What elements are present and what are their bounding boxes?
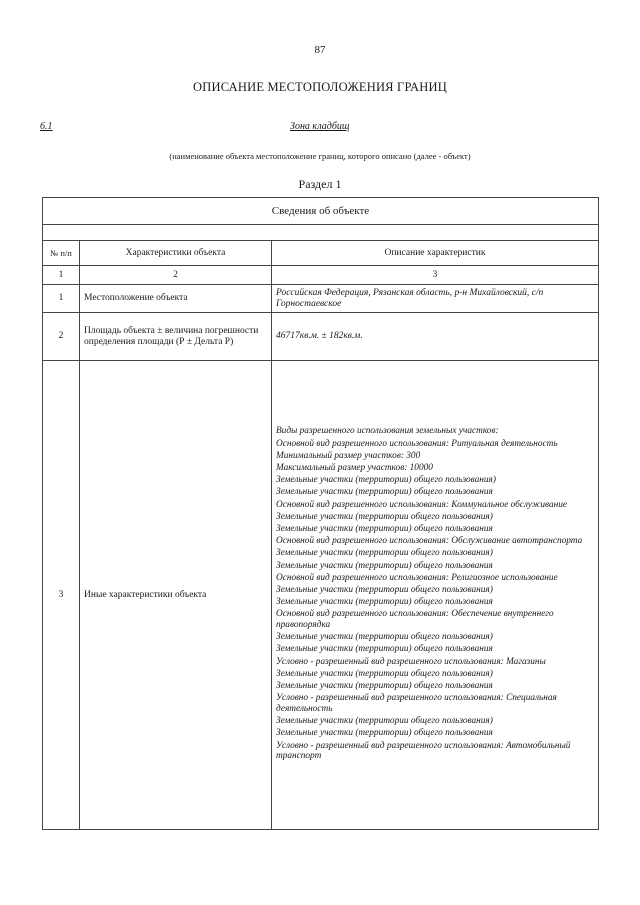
description-line: Земельные участки (территории) общего пользования)	[276, 475, 496, 486]
column-number-3: 3	[272, 266, 599, 285]
column-header-num: № п/п	[43, 241, 80, 266]
description-line: Земельные участки (территории) общего пользования	[276, 597, 493, 608]
row-number: 2	[43, 313, 80, 361]
table-row	[43, 313, 599, 361]
column-number-1: 1	[43, 266, 80, 285]
description-line: Земельные участки (территории общего пользования)	[276, 548, 493, 559]
column-header-description: Описание характеристик	[272, 241, 599, 266]
description-line: Основной вид разрешенного использования: Религиозное использование	[276, 572, 558, 583]
description-line: Виды разрешенного использования земельных участков:	[276, 426, 499, 437]
description-line: Земельные участки (территории) общего пользования	[276, 560, 493, 571]
table-title-row	[43, 198, 599, 225]
description-line: Максимальный размер участков: 10000	[276, 463, 433, 474]
row-description: 46717кв.м. ± 182кв.м.	[272, 313, 599, 361]
description-line: Условно - разрешенный вид разрешенного использования: Автомобильный транспорт	[276, 740, 571, 762]
description-line: Минимальный размер участков: 300	[276, 450, 421, 461]
description-line: Основной вид разрешенного использования: Коммунальное обслуживание	[276, 499, 567, 510]
description-line: Земельные участки (территории) общего пользования	[276, 681, 493, 691]
row-number: 1	[43, 285, 80, 313]
object-info-table	[42, 197, 599, 830]
description-line: Земельные участки (территории общего пользования)	[276, 716, 493, 727]
column-header-characteristics: Характеристики объекта	[80, 241, 272, 266]
description-line: Земельные участки (территории общего пользования)	[276, 584, 493, 595]
zone-name: Зона кладбищ	[290, 121, 350, 132]
description-line: Земельные участки (территории) общего пользования	[276, 644, 493, 655]
column-number-row	[43, 266, 599, 285]
description-line: Условно - разрешенный вид разрешенного использования: Специальная деятельность	[276, 693, 557, 714]
razdel-heading: Раздел 1	[298, 177, 342, 191]
page-number: 87	[314, 44, 326, 56]
column-number-2: 2	[80, 266, 272, 285]
table-spacer	[43, 225, 599, 241]
description-line: Земельные участки (территории) общего пользования	[276, 523, 493, 534]
table-spacer-row	[43, 225, 599, 241]
description-line: Условно - разрешенный вид разрешенного использования: Магазины	[276, 656, 546, 667]
row-characteristic: Площадь объекта ± величина погрешности определения площади (Р ± Дельта Р)	[80, 313, 272, 361]
table-title: Сведения об объекте	[43, 198, 599, 225]
table-row	[43, 285, 599, 313]
row-description-list	[272, 361, 599, 830]
column-header-row	[43, 241, 599, 266]
object-caption: (наименование объекта местоположение границ, которого описано (далее - объект)	[169, 151, 471, 161]
table-row	[43, 361, 599, 830]
description-line: Основной вид разрешенного использования: Обеспечение внутреннего правопорядка	[276, 609, 554, 631]
row-characteristic: Местоположение объекта	[80, 285, 272, 313]
description-line: Земельные участки (территории) общего пользования	[276, 487, 493, 498]
row-description: Российская Федерация, Рязанская область, р-н Михайловский, с/п Горностаевское	[272, 285, 599, 313]
description-line: Основной вид разрешенного использования: Обслуживание автотранспорта	[276, 536, 583, 547]
description-line: Земельные участки (территории общего пользования)	[276, 511, 493, 522]
document-title: ОПИСАНИЕ МЕСТОПОЛОЖЕНИЯ ГРАНИЦ	[193, 80, 447, 94]
row-characteristic: Иные характеристики объекта	[80, 361, 272, 830]
section-number: 6.1	[40, 121, 53, 132]
description-line: Земельные участки (территории) общего пользования	[276, 728, 493, 739]
description-line: Основной вид разрешенного использования: Ритуальная деятельность	[276, 438, 558, 449]
description-line: Земельные участки (территории общего пользования)	[276, 632, 493, 643]
row-number: 3	[43, 361, 80, 830]
description-line: Земельные участки (территории общего пользования)	[276, 668, 493, 679]
